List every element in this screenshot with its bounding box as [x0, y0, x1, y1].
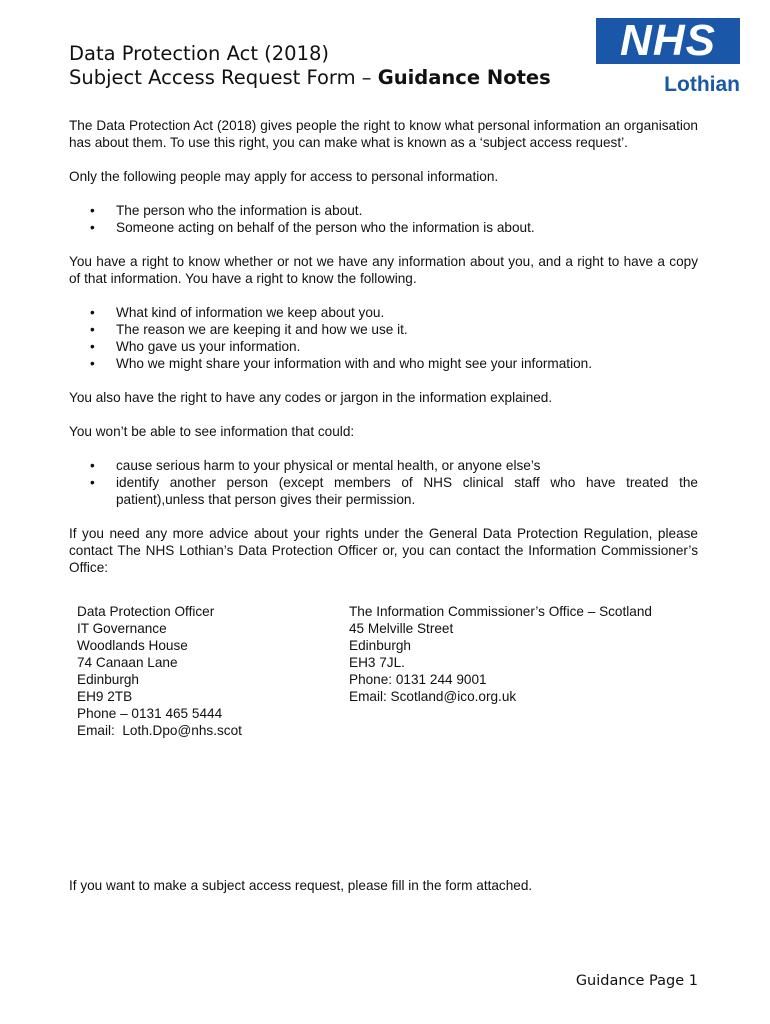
- list-item: [69, 321, 698, 338]
- list-item: [69, 202, 698, 219]
- list-item-text: The person who the information is about.: [116, 203, 363, 218]
- dpo-contact-line: IT Governance: [77, 621, 167, 636]
- title-line-1: Data Protection Act (2018): [69, 42, 330, 65]
- list-item: [69, 474, 698, 508]
- nhs-logo-text: NHS: [620, 16, 716, 65]
- page-footer: Guidance Page 1: [575, 973, 698, 989]
- list-item-text: What kind of information we keep about you.: [116, 305, 385, 320]
- ico-contact-line: EH3 7JL.: [349, 655, 405, 670]
- list-item: [69, 304, 698, 321]
- bullet-icon: •: [90, 356, 95, 371]
- rights-bullet-list: [69, 304, 698, 372]
- list-item: [69, 457, 698, 474]
- lothian-logo-text: Lothian: [664, 73, 740, 96]
- ico-contact-line: The Information Commissioner’s Office – Scotland: [349, 604, 652, 619]
- intro-paragraph: The Data Protection Act (2018) gives people the right to know what personal information an organisation has about them. To use this right, you can make what is known as a ‘subject access request’.: [69, 118, 698, 150]
- bullet-icon: •: [90, 220, 95, 235]
- title-line-2-bold: Guidance Notes: [377, 66, 551, 89]
- dpo-contact-line: Edinburgh: [77, 672, 139, 687]
- bullet-icon: •: [90, 322, 95, 337]
- document-title: [69, 42, 599, 90]
- dpo-contact-line: Woodlands House: [77, 638, 188, 653]
- list-item: [69, 355, 698, 372]
- ico-contact-line: Phone: 0131 244 9001: [349, 672, 487, 687]
- who-may-apply-paragraph: Only the following people may apply for access to personal information.: [69, 169, 499, 184]
- ico-contact-line: Edinburgh: [349, 638, 411, 653]
- dpo-contact-line: EH9 2TB: [77, 689, 133, 704]
- list-item-text: Who we might share your information with and who might see your information.: [116, 356, 593, 371]
- dpo-contact-line: Phone – 0131 465 5444: [77, 706, 223, 721]
- bullet-icon: •: [90, 339, 95, 354]
- list-item-text: Who gave us your information.: [116, 339, 301, 354]
- codes-paragraph: You also have the right to have any codes or jargon in the information explained.: [69, 390, 553, 405]
- bullet-icon: •: [90, 305, 95, 320]
- nhs-lothian-logo: [596, 18, 742, 102]
- wont-see-bullet-list: [69, 457, 698, 508]
- ico-contact-line: Email: Scotland@ico.org.uk: [349, 689, 517, 704]
- advice-paragraph: If you need any more advice about your rights under the General Data Protection Regulation, please contact The NHS Lothian’s Data Protection Officer or, you can contact the Information Commissioner’s Office:: [69, 526, 698, 575]
- list-item-text: identify another person (except members of NHS clinical staff who have treated the patient),unless that person gives their permission.: [116, 475, 698, 507]
- wont-see-paragraph: You won’t be able to see information that could:: [69, 424, 355, 439]
- title-line-2-prefix: Subject Access Request Form –: [69, 66, 378, 89]
- bullet-icon: •: [90, 458, 95, 473]
- bullet-icon: •: [90, 475, 95, 490]
- list-item-text: The reason we are keeping it and how we use it.: [116, 322, 408, 337]
- document-body: [69, 117, 698, 576]
- list-item-text: cause serious harm to your physical or mental health, or anyone else’s: [116, 458, 541, 473]
- title-line-2: [69, 66, 599, 90]
- closing-paragraph: If you want to make a subject access request, please fill in the form attached.: [69, 878, 533, 893]
- bullet-icon: •: [90, 203, 95, 218]
- ico-contact-block: [349, 603, 709, 705]
- who-bullet-list: [69, 202, 698, 236]
- dpo-contact-block: [77, 603, 337, 739]
- rights-paragraph: You have a right to know whether or not we have any information about you, and a right to have a copy of that information. You have a right to know the following.: [69, 254, 698, 286]
- list-item-text: Someone acting on behalf of the person who the information is about.: [116, 220, 535, 235]
- dpo-contact-line: 74 Canaan Lane: [77, 655, 178, 670]
- dpo-contact-line: Email: Loth.Dpo@nhs.scot: [77, 723, 242, 738]
- list-item: [69, 338, 698, 355]
- ico-contact-line: 45 Melville Street: [349, 621, 454, 636]
- dpo-contact-line: Data Protection Officer: [77, 604, 215, 619]
- nhs-logo-badge: [596, 18, 740, 64]
- list-item: [69, 219, 698, 236]
